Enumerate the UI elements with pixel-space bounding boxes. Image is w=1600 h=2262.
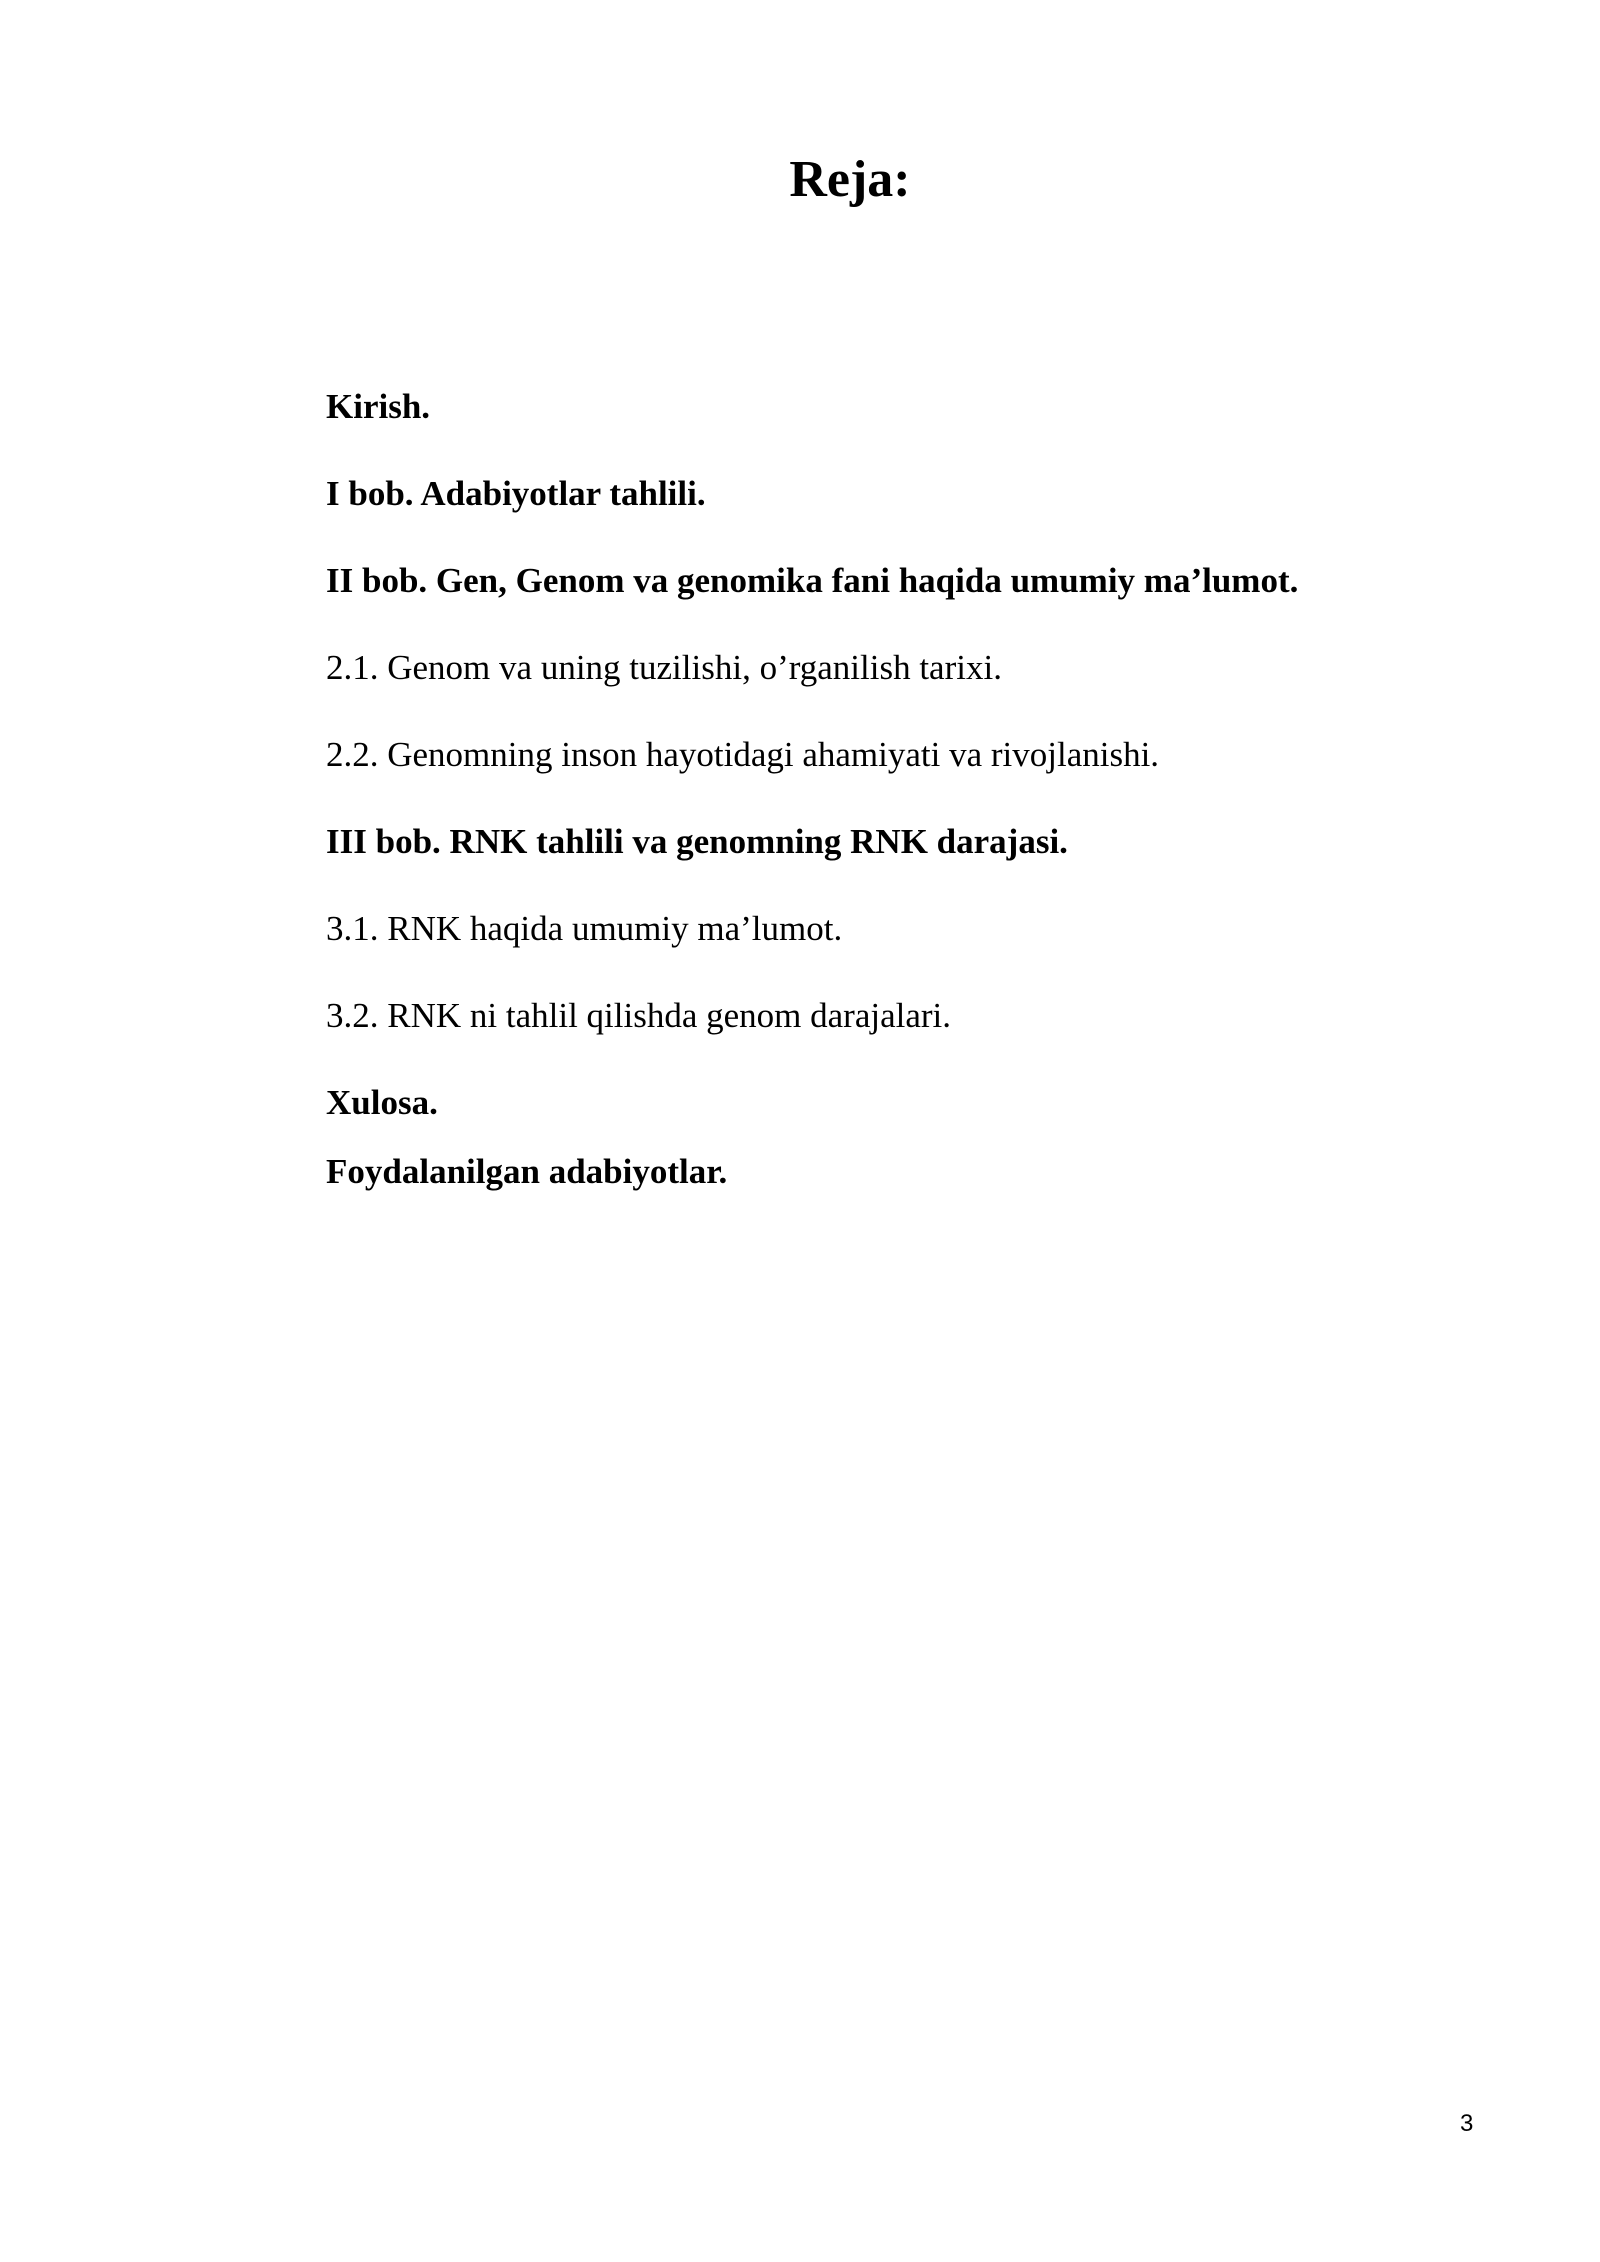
toc-item-kirish: Kirish. — [326, 387, 431, 426]
toc-item-chapter-2: II bob. Gen, Genom va genomika fani haqida umumiy ma’lumot. — [326, 561, 1299, 600]
toc-item-chapter-1: I bob. Adabiyotlar tahlili. — [326, 474, 706, 513]
toc-item-xulosa: Xulosa. — [326, 1083, 438, 1122]
toc-item-chapter-3: III bob. RNK tahlili va genomning RNK darajasi. — [326, 822, 1068, 861]
toc-item-section-2-2: 2.2. Genomning inson hayotidagi ahamiyati va rivojlanishi. — [326, 735, 1160, 774]
page-title: Reja: — [789, 151, 911, 208]
toc-item-section-2-1: 2.1. Genom va uning tuzilishi, o’rganilish tarixi. — [326, 648, 1002, 687]
page-number: 3 — [1460, 2110, 1474, 2137]
toc-item-section-3-2: 3.2. RNK ni tahlil qilishda genom darajalari. — [326, 996, 952, 1035]
toc-item-section-3-1: 3.1. RNK haqida umumiy ma’lumot. — [326, 909, 843, 948]
toc-item-references: Foydalanilgan adabiyotlar. — [326, 1152, 728, 1191]
